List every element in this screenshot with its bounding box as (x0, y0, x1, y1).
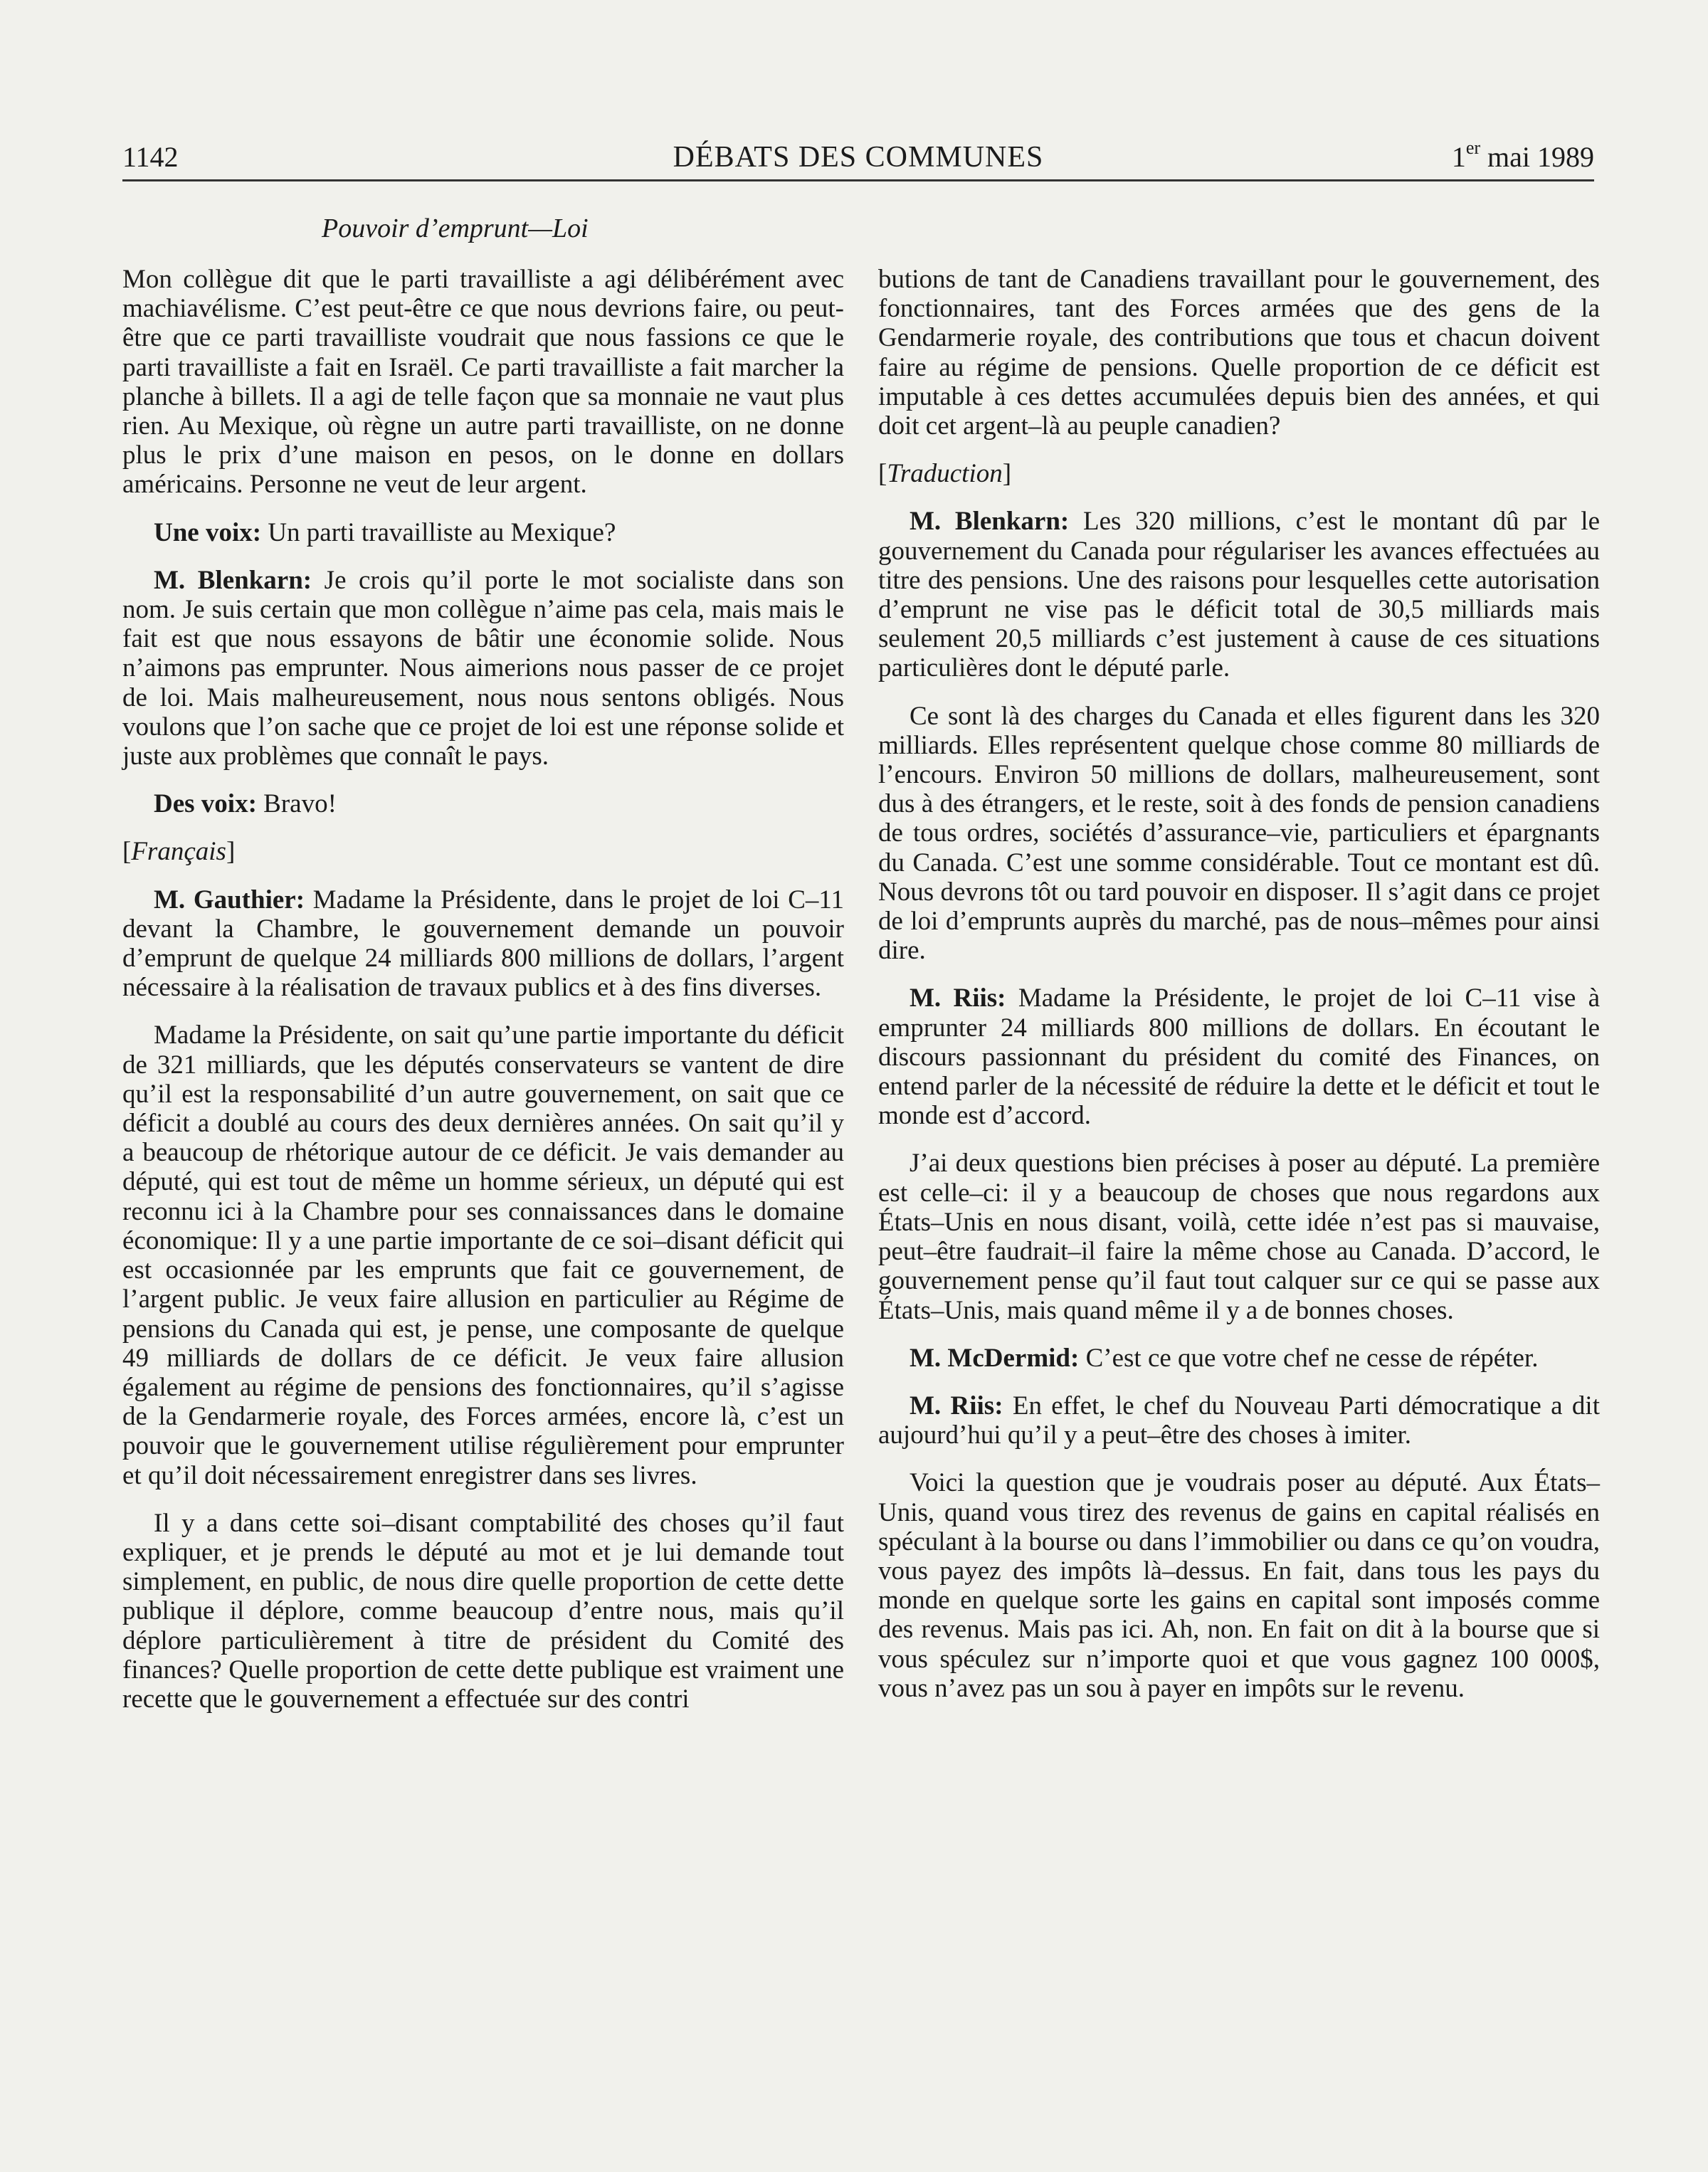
speech-paragraph (878, 1391, 1600, 1450)
paragraph: Voici la question que je voudrais poser au député. Aux États–Unis, quand vous tirez des revenus de gains en capital réalisés en spéculant à la bourse ou dans l’immobilier ou dans ce qu’on voudra, vous payez des impôts là–dessus. En fait, dans tous les pays du monde en quelque sorte les gains en capital sont imposés comme des revenus. Mais pas ici. Ah, non. En fait on dit à la bourse que si vous spéculez sur n’importe quoi et que vous gagnez 100 000$, vous n’avez pas un sou à payer en impôts sur le revenu. (878, 1468, 1600, 1703)
speaker-name: M. Gauthier: (154, 885, 305, 914)
paragraph: Il y a dans cette soi–disant comptabilité des choses qu’il faut expliquer, et je prends le député au mot et je lui demande tout simplement, en public, de nous dire quelle proportion de cette dette publique il déplore, comme beaucoup d’entre nous, mais qu’il déplore particulièrement à titre de président du Comité des finances? Quelle proportion de cette dette publique est vraiment une recette que le gouvernement a effectuée sur des contri (122, 1508, 844, 1714)
page-number: 1142 (122, 141, 179, 173)
speaker-name: M. Riis: (910, 1391, 1003, 1420)
speech-text: C’est ce que votre chef ne cesse de répéter. (1079, 1343, 1539, 1373)
page-header (122, 137, 1594, 178)
paragraph: Madame la Présidente, on sait qu’une partie importante du déficit de 321 milliards, que les députés conservateurs se vantent de dire qu’il est la responsabilité d’un autre gouvernement, on sait que ce déficit a doublé au cours des deux dernières années. On sait qu’il y a beaucoup de rhétorique autour de ce déficit. Je vais demander au député, qui est tout de même un homme sérieux, un député qui est reconnu ici à la Chambre pour ses connaissances dans le domaine économique: Il y a une partie importante de ce soi–disant déficit qui est occasionnée par les emprunts que fait ce gouvernement, de l’argent public. Je veux faire allusion en particulier au Régime de pensions du Canada qui est, je pense, une composante de quelque 49 milliards de dollars de ce déficit. Je veux faire allusion également au régime de pensions des fonctionnaires, qu’il s’agisse de la Gendarmerie royale, des Forces armées, encore là, c’est un pouvoir que le gouvernement utilise régulièrement pour emprunter et qu’il doit nécessairement enregistrer dans ses livres. (122, 1021, 844, 1490)
speaker-name: Des voix: (154, 789, 257, 819)
speaker-name: M. Blenkarn: (910, 507, 1070, 537)
speech-paragraph (122, 518, 844, 547)
speech-paragraph (122, 789, 844, 818)
speech-paragraph (122, 566, 844, 771)
speech-paragraph (878, 984, 1600, 1130)
speech-text: Les 320 millions, c’est le montant dû par le gouvernement du Canada pour régulariser les avances effectuées au titre des pensions. Une des raisons pour lesquelles cette autorisation d’emprunt ne vise pas le déficit total de 30,5 milliards mais seulement 20,5 milliards c’est justement à cause de ces situations particulières dont le député parle. (878, 507, 1601, 683)
publication-title: DÉBATS DES COMMUNES (673, 141, 1044, 174)
speech-paragraph (878, 507, 1600, 682)
running-title: Pouvoir d’emprunt—Loi (322, 213, 589, 243)
header-rule (122, 179, 1594, 181)
speaker-name: M. Riis: (910, 984, 1006, 1013)
speech-text: Bravo! (256, 789, 337, 819)
paragraph: Ce sont là des charges du Canada et elles figurent dans les 320 milliards. Elles représentent quelque chose comme 80 milliards de l’encours. Environ 50 millions de dollars, malheureusement, sont dus à des étrangers, et le reste, soit à des fonds de pension canadiens de tous ordres, sociétés d’assurance–vie, particuliers et épargnants du Canada. C’est une somme considérable. Tout ce montant est dû. Nous devrons tôt ou tard pouvoir en disposer. Il s’agit dans ce projet de loi d’emprunts auprès du marché, pas de nous–mêmes pour ainsi dire. (878, 701, 1600, 966)
speech-paragraph (878, 1344, 1600, 1373)
speech-text: Je crois qu’il porte le mot socialiste dans son nom. Je suis certain que mon collègue n’aime pas cela, mais mais le fait est que nous essayons de bâtir une économie solide. Nous n’aimons pas emprunter. Nous aimerions nous passer de ce projet de loi. Mais malheureusement, nous nous sentons obligés. Nous voulons que l’on sache que ce projet de loi est une réponse solide et juste aux problèmes que connaît le pays. (122, 565, 844, 771)
speaker-name: Une voix: (154, 517, 262, 547)
left-column (122, 265, 844, 1732)
language-label-text: Traduction (887, 459, 1003, 489)
header-date (1452, 137, 1594, 178)
date-day: 1 (1451, 141, 1466, 173)
speaker-name: M. McDermid: (910, 1343, 1080, 1373)
speech-paragraph (122, 885, 844, 1003)
paragraph: Mon collègue dit que le parti travailliste a agi délibérément avec machiavélisme. C’est peut-être ce que nous devrions faire, ou peut-être que ce parti travailliste voudrait que nous fassions ce que le parti travailliste a fait en Israël. Ce parti travailliste a fait marcher la planche à billets. Il a agi de telle façon que sa monnaie ne vaut plus rien. Au Mexique, où règne un autre parti travailliste, on ne donne plus le prix d’une maison en pesos, on le donne en dollars américains. Personne ne veut de leur argent. (122, 265, 844, 500)
paragraph: butions de tant de Canadiens travaillant pour le gouvernement, des fonctionnaires, tant des Forces armées que des gens de la Gendarmerie royale, des contributions que tous et chacun doivent faire au régime de pensions. Quelle proportion de ce déficit est imputable à ces dettes accumulées depuis bien des années, et qui doit cet argent–là au peuple canadien? (878, 265, 1600, 441)
speech-text: Un parti travailliste au Mexique? (261, 517, 616, 547)
paragraph: J’ai deux questions bien précises à poser au député. La première est celle–ci: il y a beaucoup de choses que nous regardons aux États–Unis en nous disant, voilà, cette idée n’est pas si mauvaise, peut–être faudrait–il faire la même chose au Canada. D’accord, le gouvernement pense qu’il faut tout calquer sur ce qui se passe aux États–Unis, mais quand même il y a de bonnes choses. (878, 1149, 1600, 1325)
right-column (878, 265, 1600, 1722)
language-label-text: Français (131, 837, 226, 867)
date-suffix: er (1465, 137, 1481, 158)
speaker-name: M. Blenkarn: (154, 565, 312, 595)
speech-text: Madame la Présidente, dans le projet de loi C–11 devant la Chambre, le gouvernement demande un pouvoir d’emprunt de quelque 24 milliards 800 millions de dollars, l’argent nécessaire à la réalisation de travaux publics et à des fins diverses. (122, 885, 845, 1003)
language-label: [Français] (122, 837, 236, 867)
speech-text: Madame la Présidente, le projet de loi C–11 vise à emprunter 24 milliards 800 millions de dollars. En écoutant le discours passionnant du président du comité des Finances, on entend parler de la nécessité de réduire la dette et le déficit et tout le monde est d’accord. (878, 984, 1600, 1131)
speech-text: En effet, le chef du Nouveau Parti démocratique a dit aujourd’hui qu’il y a peut–être des choses à imiter. (878, 1391, 1600, 1450)
date-rest: mai 1989 (1480, 141, 1594, 173)
language-label: [Traduction] (878, 459, 1012, 489)
